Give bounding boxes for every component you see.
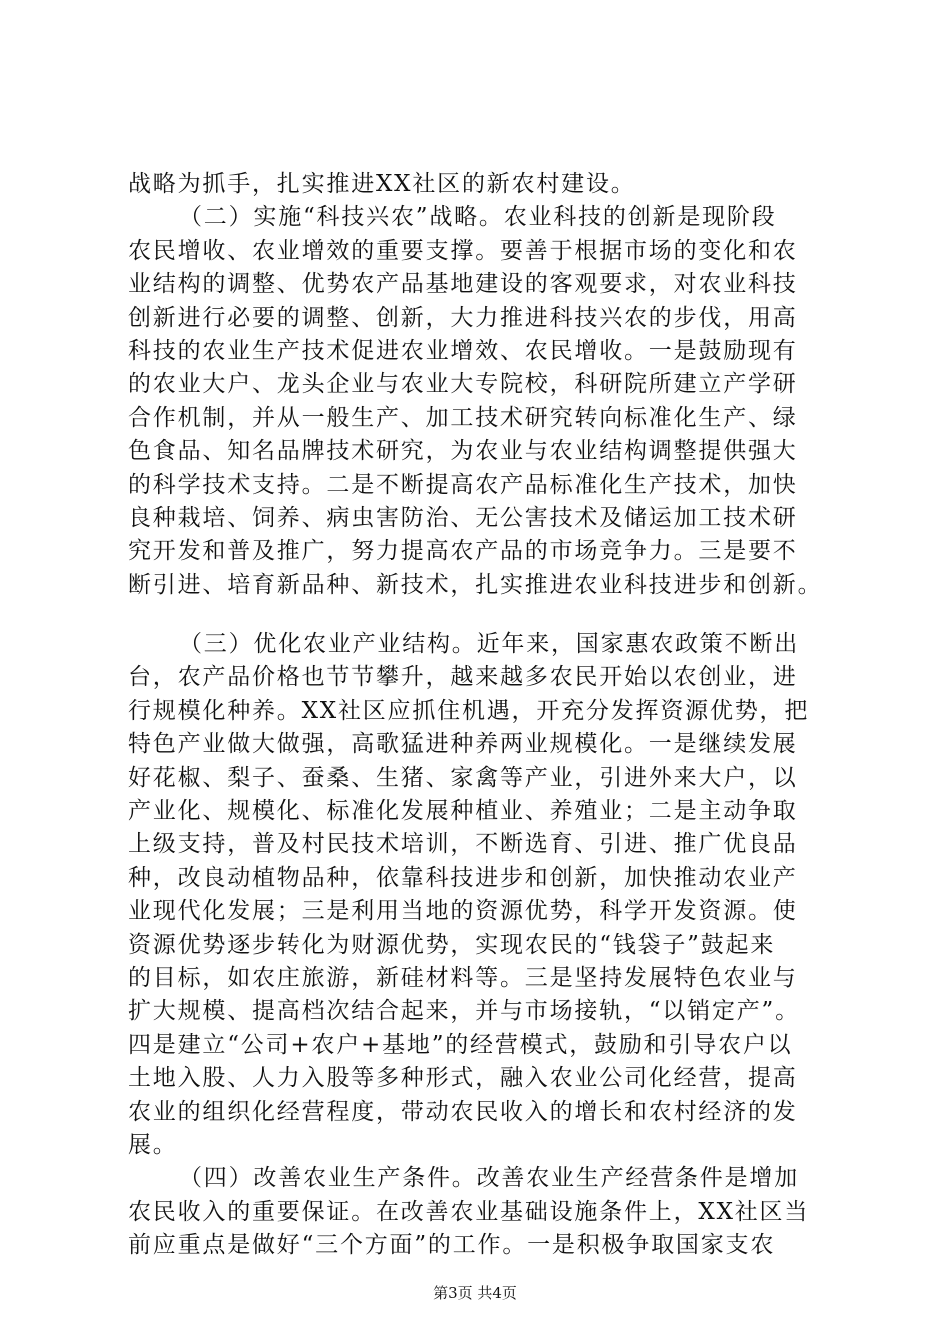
text-line: （四）改善农业生产条件。改善农业生产经营条件是增加 (179, 1165, 799, 1192)
text-line: 业结构的调整、优势农产品基地建设的客观要求，对农业科技 (128, 271, 798, 298)
text-line: 行规模化种养。XX社区应抓住机遇，开充分发挥资源优势，把 (128, 697, 810, 724)
text-line: 农民增收、农业增效的重要支撑。要善于根据市场的变化和农 (128, 237, 798, 264)
text-line: 的目标，如农庄旅游，新硅材料等。三是坚持发展特色农业与 (128, 964, 798, 991)
text-line: 上级支持，普及村民技术培训，不断选育、引进、推广优良品 (128, 831, 798, 858)
text-line: 科技的农业生产技术促进农业增效、农民增收。一是鼓励现有 (128, 337, 798, 364)
text-line: 四是建立“公司+农户+基地”的经营模式，鼓励和引导农户以 (128, 1031, 793, 1058)
text-line: 的科学技术支持。二是不断提高农产品标准化生产技术，加快 (128, 471, 798, 498)
text-line: 扩大规模、提高档次结合起来，并与市场接轨，“以销定产”。 (128, 998, 800, 1025)
text-line: （二）实施“科技兴农”战略。农业科技的创新是现阶段 (179, 204, 777, 231)
document-body (128, 168, 828, 1263)
text-line: 产业化、规模化、标准化发展种植业、养殖业；二是主动争取 (128, 798, 798, 825)
text-line: 合作机制，并从一般生产、加工技术研究转向标准化生产、绿 (128, 404, 798, 431)
text-line: 种，改良动植物品种，依靠科技进步和创新，加快推动农业产 (128, 864, 798, 891)
text-line: 展。 (128, 1131, 178, 1158)
page-footer: 第3页 共4页 (433, 1284, 517, 1302)
text-line: 断引进、培育新品种、新技术，扎实推进农业科技进步和创新。 (128, 571, 823, 598)
text-line: 资源优势逐步转化为财源优势，实现农民的“钱袋子”鼓起来 (128, 931, 776, 958)
text-line: 究开发和普及推广，努力提高农产品的市场竞争力。三是要不 (128, 538, 798, 565)
text-line: 好花椒、梨子、蚕桑、生猪、家禽等产业，引进外来大户，以 (128, 764, 798, 791)
text-line: 良种栽培、饲养、病虫害防治、无公害技术及储运加工技术研 (128, 504, 798, 531)
text-line: 土地入股、人力入股等多种形式，融入农业公司化经营，提高 (128, 1065, 798, 1092)
text-line: 前应重点是做好“三个方面”的工作。一是积极争取国家支农 (128, 1232, 776, 1259)
text-line: 台，农产品价格也节节攀升，越来越多农民开始以农创业，进 (128, 664, 798, 691)
text-line: 特色产业做大做强，高歌猛进种养两业规模化。一是继续发展 (128, 731, 798, 758)
text-line: 创新进行必要的调整、创新，大力推进科技兴农的步伐，用高 (128, 304, 798, 331)
text-line: 色食品、知名品牌技术研究，为农业与农业结构调整提供强大 (128, 438, 798, 465)
text-line: 农业的组织化经营程度，带动农民收入的增长和农村经济的发 (128, 1098, 798, 1125)
text-line: 农民收入的重要保证。在改善农业基础设施条件上，XX社区当 (128, 1198, 810, 1225)
text-line: （三）优化农业产业结构。近年来，国家惠农政策不断出 (179, 631, 799, 658)
text-line: 的农业大户、龙头企业与农业大专院校，科研院所建立产学研 (128, 371, 798, 398)
text-line: 战略为抓手，扎实推进XX社区的新农村建设。 (128, 171, 636, 197)
text-line: 业现代化发展；三是利用当地的资源优势，科学开发资源。使 (128, 898, 798, 925)
